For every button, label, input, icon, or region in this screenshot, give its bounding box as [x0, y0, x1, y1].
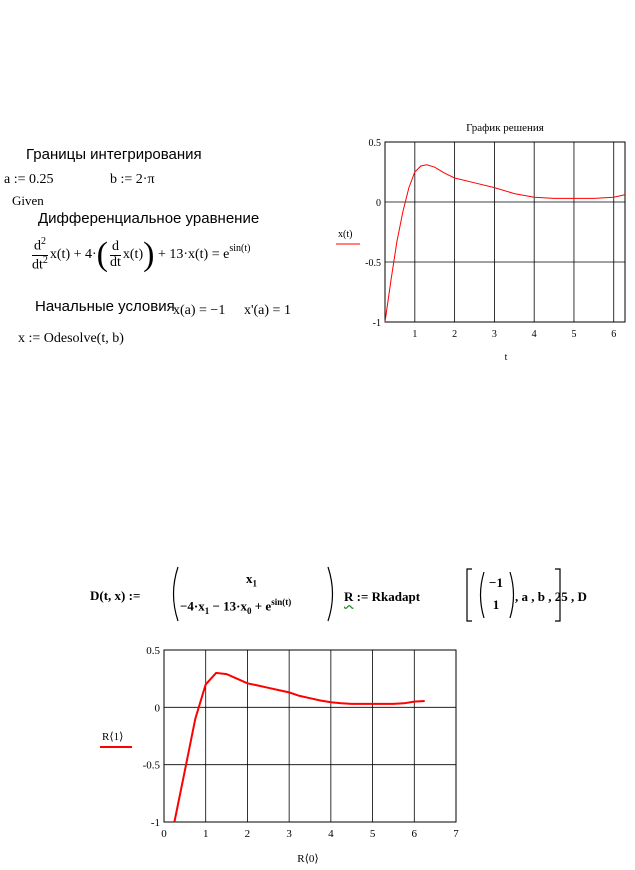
vector-right-paren	[510, 572, 514, 618]
chart-title: График решения	[466, 122, 544, 134]
y-tick-label: 0.5	[146, 645, 160, 657]
sub-1: 1	[204, 605, 210, 616]
matrix-right-paren	[328, 567, 333, 621]
dt-denominator: dt	[110, 254, 121, 270]
x-tick-label: 2	[452, 329, 458, 340]
b-definition-prefix: b := 2·	[110, 172, 148, 187]
close-paren: )	[143, 236, 155, 273]
x-tick-label: 1	[202, 828, 209, 840]
x-tick-label: 3	[491, 329, 497, 340]
power-2: 2	[40, 236, 46, 248]
x-tick-label: 6	[611, 329, 617, 340]
power-2-den: 2	[42, 254, 48, 266]
open-paren: (	[96, 236, 108, 273]
y-tick-labels	[365, 138, 381, 329]
x-subscript-1: 1	[252, 578, 257, 589]
first-derivative-operator	[108, 240, 123, 270]
term-minus-thirteen-x: − 13·x	[209, 598, 247, 614]
chart-grid	[164, 650, 456, 822]
heading-initial-conditions: Начальные условия	[35, 298, 175, 315]
x-tick-label: 3	[286, 828, 292, 840]
second-derivative-operator	[30, 237, 50, 273]
rkadapt-args: , a , b , 25 , D	[515, 589, 587, 604]
chart-frame	[164, 650, 456, 822]
y-axis-label: R⟨1⟩	[102, 731, 124, 743]
x-of-t-term: x(t)	[49, 247, 71, 262]
y-tick-labels	[143, 645, 161, 829]
x-tick-labels	[161, 828, 459, 840]
sub-0: 0	[247, 605, 252, 616]
odesolve-assignment: x := Odesolve(t, b)	[18, 331, 124, 346]
plus-four: + 4·	[70, 247, 97, 262]
x-tick-label: 0	[161, 828, 167, 840]
y-tick-label: 0	[154, 702, 160, 715]
r-variable[interactable]: R	[344, 589, 354, 604]
pi-symbol: π	[147, 172, 155, 187]
term-plus-e: + e	[251, 598, 272, 614]
a-definition: a := 0.25	[4, 172, 54, 187]
term-minus-four-x: −4·x	[180, 598, 205, 614]
matrix-left-paren	[174, 567, 179, 621]
x-tick-label: 7	[453, 828, 459, 840]
chart-grid	[385, 142, 625, 322]
x-axis-label: R⟨0⟩	[297, 853, 319, 865]
heading-integration-bounds: Границы интегрирования	[26, 146, 202, 163]
differential-equation	[30, 236, 250, 274]
x-tick-label: 2	[244, 828, 251, 840]
x-tick-label: 1	[412, 329, 418, 340]
vector-bottom: 1	[492, 597, 500, 612]
rkadapt-series-line	[174, 673, 424, 822]
exponent-sin: sin(t)	[229, 242, 251, 254]
vector-left-paren	[481, 572, 485, 618]
outer-left-bracket	[467, 569, 472, 621]
outer-right-bracket	[552, 567, 562, 623]
y-tick-label: 0	[376, 198, 381, 209]
d-matrix-row-2	[180, 597, 291, 616]
heading-differential-equation: Дифференциальное уравнение	[38, 210, 260, 227]
y-tick-label: -0.5	[142, 759, 160, 772]
r-assignment	[344, 589, 420, 605]
d-symbol: d	[33, 238, 41, 254]
x-tick-label: 4	[531, 329, 537, 340]
given-keyword: Given	[12, 193, 44, 208]
d-function-lhs: D(t, x) :=	[90, 588, 141, 603]
x-tick-label: 5	[369, 828, 376, 840]
b-definition	[110, 172, 155, 188]
solution-chart	[330, 115, 635, 375]
rkadapt-call: := Rkadapt	[353, 589, 421, 604]
x-tick-label: 4	[328, 828, 334, 840]
d-numerator: d	[111, 238, 119, 254]
x-tick-label: 5	[571, 329, 577, 340]
x-tick-labels	[412, 329, 616, 340]
solution-series-line	[385, 165, 625, 322]
dt-symbol: dt	[32, 257, 43, 273]
y-tick-label: -0.5	[365, 258, 381, 269]
rkadapt-chart	[90, 640, 470, 870]
initial-condition-2: x'(a) = 1	[244, 303, 291, 318]
y-tick-label: -1	[372, 318, 381, 329]
vector-top: −1	[489, 575, 503, 590]
y-tick-label: -1	[150, 817, 160, 829]
exp-sin-t: sin(t)	[271, 597, 292, 607]
x-base: x	[246, 571, 253, 586]
x-tick-label: 6	[411, 828, 418, 840]
y-tick-label: 0.5	[368, 138, 381, 149]
x-of-t-inner: x(t)	[122, 247, 144, 262]
d-matrix-row-1	[246, 571, 257, 589]
x-axis-label: t	[504, 352, 508, 363]
chart-frame	[385, 142, 625, 322]
y-axis-label: x(t)	[338, 229, 353, 240]
initial-condition-1: x(a) = −1	[173, 303, 226, 318]
plus-thirteen-term: + 13·x(t) = e	[154, 247, 230, 262]
